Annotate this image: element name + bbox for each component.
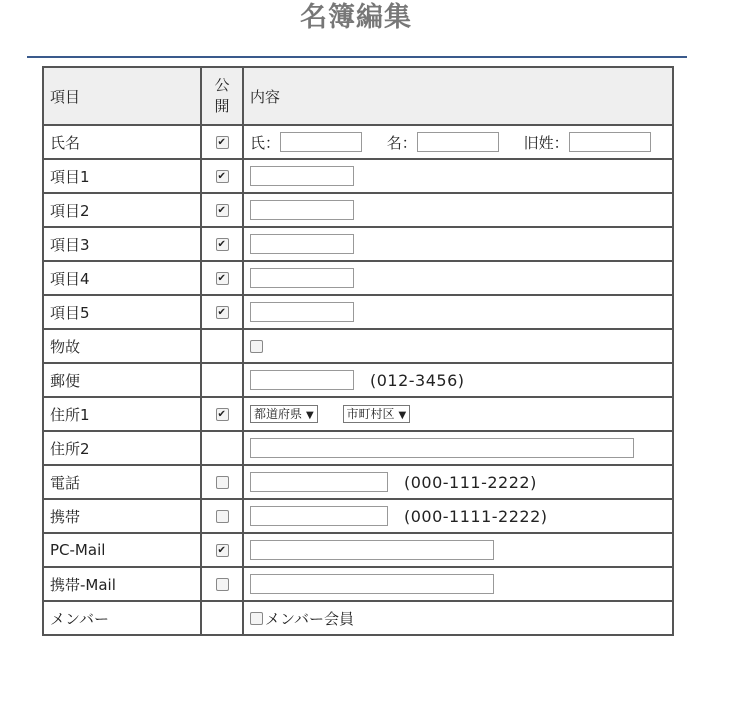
content-cell xyxy=(243,227,673,261)
content-cell xyxy=(243,431,673,465)
public-cell xyxy=(201,397,243,431)
content-cell xyxy=(243,397,673,431)
family-name-input[interactable] xyxy=(280,132,362,152)
public-checkbox[interactable] xyxy=(216,476,229,489)
row-label: 項目4 xyxy=(43,261,201,295)
triangle-down-icon: ▼ xyxy=(306,410,314,422)
public-cell xyxy=(201,159,243,193)
row-label: 項目3 xyxy=(43,227,201,261)
table-row xyxy=(43,261,673,295)
mobile-mail-input[interactable] xyxy=(250,574,494,594)
row-label: 氏名 xyxy=(43,125,201,159)
table-row xyxy=(43,567,673,601)
table-row xyxy=(43,465,673,499)
public-cell xyxy=(201,499,243,533)
family-name-label: 氏： xyxy=(250,133,281,152)
table-row xyxy=(43,329,673,363)
content-cell xyxy=(243,465,673,499)
table-row xyxy=(43,193,673,227)
prefecture-select-value: 都道府県 xyxy=(254,407,303,422)
content-cell xyxy=(243,533,673,567)
phone-hint: (000-111-2222) xyxy=(404,472,537,492)
page-title: 名簿編集 xyxy=(300,2,412,33)
phone-input[interactable] xyxy=(250,472,388,492)
public-cell xyxy=(201,261,243,295)
public-checkbox[interactable] xyxy=(216,272,229,285)
row-label: PC-Mail xyxy=(43,533,201,567)
public-cell xyxy=(201,567,243,601)
mobile-input[interactable] xyxy=(250,506,388,526)
table-row xyxy=(43,227,673,261)
table-header-row xyxy=(43,67,673,125)
public-checkbox[interactable] xyxy=(216,238,229,251)
content-cell xyxy=(243,363,673,397)
item1-input[interactable] xyxy=(250,166,354,186)
public-cell xyxy=(201,125,243,159)
former-name-input[interactable] xyxy=(569,132,651,152)
postal-code-hint: (012-3456) xyxy=(370,370,465,390)
item3-input[interactable] xyxy=(250,234,354,254)
content-cell xyxy=(243,499,673,533)
pc-mail-input[interactable] xyxy=(250,540,494,560)
member-checkbox[interactable] xyxy=(250,612,263,625)
table-row xyxy=(43,159,673,193)
row-label: 物故 xyxy=(43,329,201,363)
postal-code-input[interactable] xyxy=(250,370,354,390)
given-name-label: 名： xyxy=(386,133,417,152)
public-cell xyxy=(201,329,243,363)
triangle-down-icon: ▼ xyxy=(398,410,407,422)
public-checkbox[interactable] xyxy=(216,408,229,421)
public-checkbox[interactable] xyxy=(216,544,229,557)
mobile-hint: (000-1111-2222) xyxy=(404,506,548,526)
content-cell xyxy=(243,601,673,635)
row-label: 電話 xyxy=(43,465,201,499)
row-label: 郵便 xyxy=(43,363,201,397)
public-checkbox[interactable] xyxy=(216,136,229,149)
public-cell xyxy=(201,363,243,397)
content-cell xyxy=(243,159,673,193)
public-checkbox[interactable] xyxy=(216,306,229,319)
row-label: 項目5 xyxy=(43,295,201,329)
content-cell xyxy=(243,261,673,295)
table-row xyxy=(43,125,673,159)
table-row xyxy=(43,397,673,431)
table-row xyxy=(43,295,673,329)
deceased-checkbox[interactable] xyxy=(250,340,263,353)
header-public-line2: 開 xyxy=(214,97,230,115)
public-cell xyxy=(201,601,243,635)
row-label: 住所2 xyxy=(43,431,201,465)
public-cell xyxy=(201,431,243,465)
public-cell xyxy=(201,295,243,329)
public-checkbox[interactable] xyxy=(216,510,229,523)
former-name-label: 旧姓： xyxy=(523,133,569,152)
content-cell xyxy=(243,193,673,227)
table-row xyxy=(43,499,673,533)
public-checkbox[interactable] xyxy=(216,204,229,217)
public-cell xyxy=(201,465,243,499)
row-label: 携帯-Mail xyxy=(43,567,201,601)
public-checkbox[interactable] xyxy=(216,578,229,591)
row-label: 携帯 xyxy=(43,499,201,533)
table-row xyxy=(43,533,673,567)
public-checkbox[interactable] xyxy=(216,170,229,183)
row-label: メンバー xyxy=(43,601,201,635)
row-label: 項目1 xyxy=(43,159,201,193)
content-cell xyxy=(243,125,673,159)
item4-input[interactable] xyxy=(250,268,354,288)
table-row xyxy=(43,363,673,397)
content-cell xyxy=(243,295,673,329)
header-content: 内容 xyxy=(243,67,673,125)
content-cell xyxy=(243,329,673,363)
item5-input[interactable] xyxy=(250,302,354,322)
header-public-line1: 公 xyxy=(214,76,230,94)
public-cell xyxy=(201,227,243,261)
city-select-value: 市町村区 xyxy=(346,407,395,422)
roster-edit-table xyxy=(42,66,674,636)
table-row xyxy=(43,431,673,465)
content-cell xyxy=(243,567,673,601)
public-cell xyxy=(201,533,243,567)
header-item: 項目 xyxy=(43,67,201,125)
member-checkbox-label: メンバー会員 xyxy=(265,609,354,628)
address2-input[interactable] xyxy=(250,438,634,458)
prefecture-select[interactable] xyxy=(250,405,318,423)
row-label: 住所1 xyxy=(43,397,201,431)
given-name-input[interactable] xyxy=(417,132,499,152)
title-divider xyxy=(27,56,687,58)
city-select[interactable] xyxy=(343,405,411,423)
header-public xyxy=(201,67,243,125)
item2-input[interactable] xyxy=(250,200,354,220)
public-cell xyxy=(201,193,243,227)
table-row xyxy=(43,601,673,635)
row-label: 項目2 xyxy=(43,193,201,227)
